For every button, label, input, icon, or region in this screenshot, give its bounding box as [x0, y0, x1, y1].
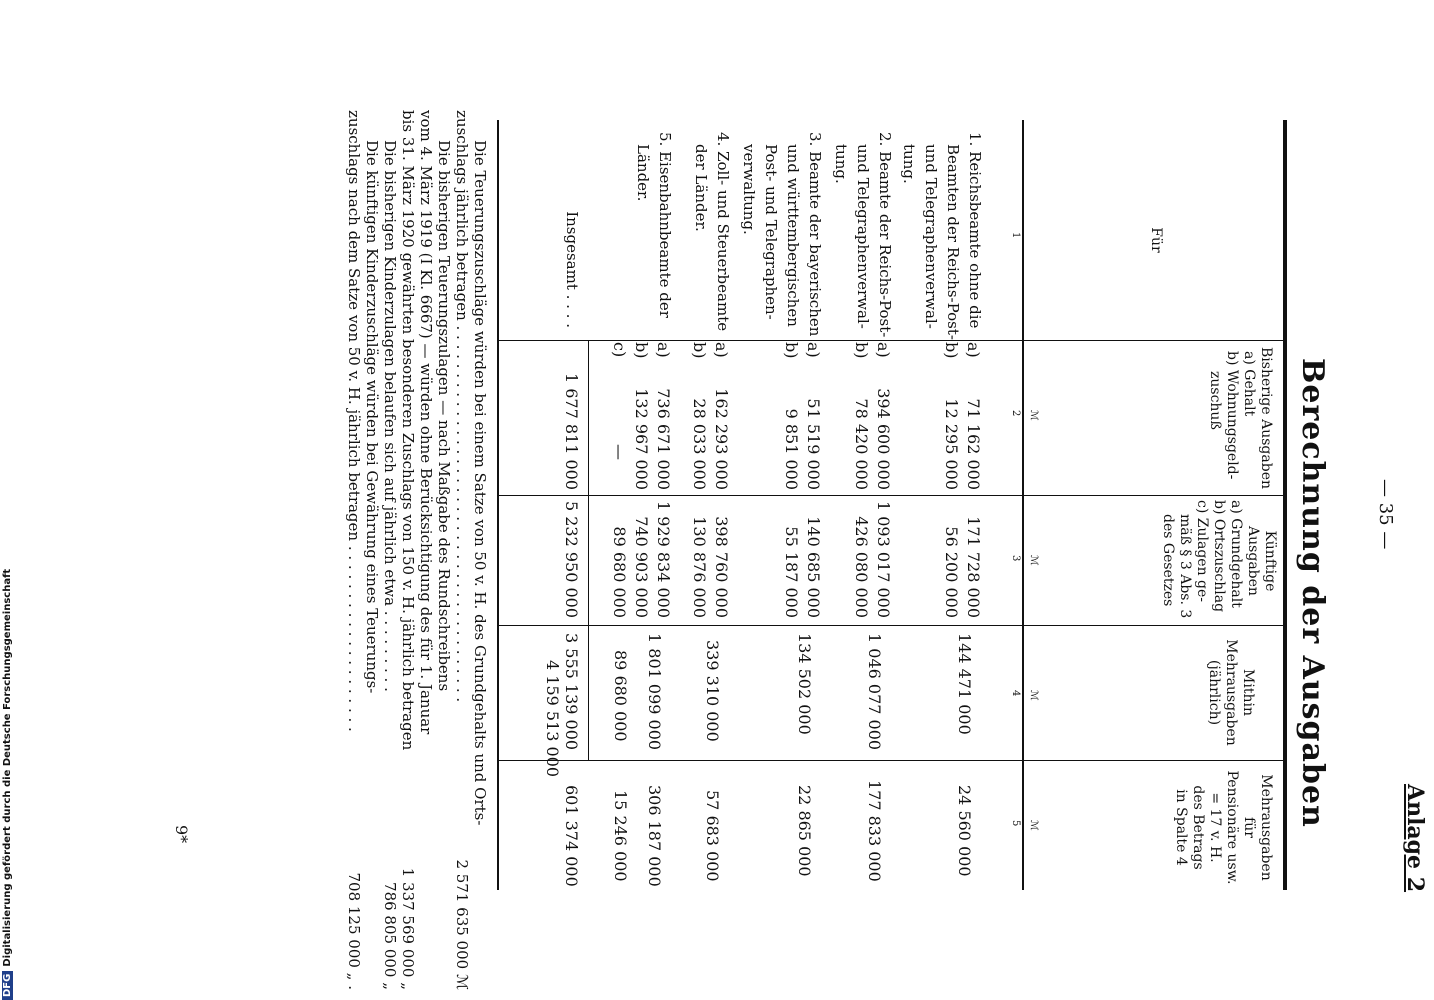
col-divider-3	[499, 625, 1284, 626]
note-text: vom 4. März 1919 (I Kl. 6667) — würden ohne Berücksichtigung des für 1. Januar	[417, 110, 435, 735]
note-text: Die bisherigen Teuerungszulagen — nach Maßgabe des Rundschreibens	[435, 140, 453, 692]
row3-label	[738, 132, 826, 336]
row-label-line: verwaltung.	[740, 144, 758, 235]
header-col3-line: mäß § 3 Abs. 3	[1177, 514, 1193, 619]
page-number: — 35 —	[1375, 479, 1396, 550]
header-col3-line: b) Ortszuschlag	[1211, 500, 1227, 613]
row1-letters	[940, 342, 984, 358]
row-letter: c)	[610, 342, 629, 358]
cell-value: 398 760 000	[712, 516, 731, 618]
row4-label	[690, 132, 734, 331]
row-label-line: 2. Beamte der Reichs-Post-	[876, 132, 894, 338]
note-line	[453, 110, 471, 990]
total-rule	[588, 340, 589, 760]
row4-letters	[688, 342, 732, 358]
colnum-3: 3	[1010, 555, 1021, 562]
row-label-line: Länder.	[634, 144, 652, 202]
cell-value: 162 293 000	[712, 388, 731, 490]
cell-value: —	[610, 444, 629, 460]
cell-value: 426 080 000	[852, 516, 871, 618]
cell-value: 71 162 000	[964, 398, 983, 490]
row2-letters	[850, 342, 894, 358]
row-label-line: und Telegraphenverwal-	[922, 144, 940, 329]
row-label-line: 1. Reichsbeamte ohne die	[966, 132, 984, 329]
cell-value: 1 093 017 000	[874, 500, 893, 618]
row5-mehr: 1 801 099 000	[645, 633, 664, 751]
row-letter: b)	[852, 342, 871, 359]
colnum-4: 4	[1010, 690, 1021, 697]
row-letter: b)	[782, 342, 801, 359]
row4-mehr: 339 310 000	[703, 640, 722, 742]
row1-pension: 24 560 000	[955, 785, 974, 877]
header-col4-line: (jährlich)	[1206, 659, 1222, 726]
total-kuenftig: 5 232 950 000	[562, 500, 581, 618]
cell-value: 130 876 000	[690, 516, 709, 618]
note-line	[399, 110, 417, 990]
note-line	[381, 110, 399, 990]
side-credit	[2, 569, 13, 1000]
unit-col2: ℳ	[1028, 410, 1039, 421]
row-letter: a)	[874, 342, 893, 358]
header-bottom-rule	[1022, 120, 1024, 890]
colnum-1: 1	[1010, 232, 1021, 239]
cell-value: 736 671 000	[654, 388, 673, 490]
row-letter: b)	[942, 342, 961, 359]
row5-pension-c: 15 246 000	[611, 790, 630, 882]
cell-value: 78 420 000	[852, 398, 871, 490]
header-col3	[1159, 500, 1278, 622]
row5-label	[632, 132, 676, 318]
credit-text: Digitalisierung gefördert durch die Deutsche Forschungsgemeinschaft	[2, 568, 13, 967]
row-letter: b)	[632, 342, 651, 359]
row-label-line: 4. Zoll- und Steuerbeamte	[714, 132, 732, 332]
row2-pension: 177 833 000	[865, 780, 884, 882]
header-col1: Für	[1148, 227, 1164, 253]
dfg-logo: DFG	[2, 971, 13, 1000]
row-label-line: und Telegraphenverwal-	[854, 144, 872, 329]
row5-pension: 306 187 000	[645, 785, 664, 887]
row-label-line: tung.	[900, 144, 918, 184]
note-line	[471, 110, 489, 990]
row5-bisher	[608, 365, 674, 490]
row-letter: a)	[964, 342, 983, 358]
row-letter: a)	[804, 342, 823, 358]
row1-bisher	[940, 365, 984, 490]
row4-bisher	[688, 365, 732, 490]
row3-letters	[780, 342, 824, 358]
header-col5-line: des Betrags	[1190, 785, 1206, 870]
cell-value: 171 728 000	[964, 516, 983, 618]
row5-mehr-c: 89 680 000	[611, 650, 630, 742]
header-col5-line: Mehrausgaben	[1258, 774, 1274, 881]
note-line	[435, 110, 453, 990]
page-title: Berechnung der Ausgaben	[1295, 358, 1330, 828]
cell-value: 28 033 000	[690, 398, 709, 490]
unit-col5: ℳ	[1028, 820, 1039, 831]
header-col4-line: Mehrausgaben	[1223, 639, 1239, 746]
row2-bisher	[850, 365, 894, 490]
row2-mehr: 1 046 077 000	[865, 633, 884, 751]
header-col4	[1205, 630, 1256, 755]
total-bisher: 1 677 811 000	[562, 372, 581, 490]
header-col3-line: Künftige	[1262, 530, 1278, 592]
note-text: bis 31. März 1920 gewährten besonderen Zuschlags von 150 v. H. jährlich betragen	[399, 110, 417, 751]
row1-kuenftig	[940, 500, 984, 618]
grand-total: 4 159 513 000	[543, 660, 562, 778]
header-col5	[1172, 765, 1274, 890]
row3-pension: 22 865 000	[795, 785, 814, 877]
cell-value: 140 685 000	[804, 516, 823, 618]
total-label: Insgesamt . . . .	[563, 211, 581, 328]
cell-value: 51 519 000	[804, 398, 823, 490]
colnum-2: 2	[1010, 410, 1021, 417]
row1-mehr: 144 471 000	[955, 633, 974, 735]
row-label-line: Beamten der Reichs-Post-	[944, 144, 962, 340]
note-text: Die Teuerungszuschläge würden bei einem Satze von 50 v. H. des Grundgehalts und Orts-	[471, 140, 489, 826]
row3-bisher	[780, 365, 824, 490]
row2-label	[830, 132, 896, 337]
header-col5-line: in Spalte 4	[1173, 789, 1189, 866]
header-col5-line: Pensionäre usw.	[1224, 770, 1240, 885]
header-col2	[1206, 347, 1274, 492]
cell-value: 1 929 834 000	[654, 500, 673, 618]
row-label-line: tung.	[832, 144, 850, 184]
note-amount: 1 337 569 000 „	[399, 867, 417, 990]
note-amount: 786 805 000 „	[381, 882, 399, 990]
cell-value: 9 851 000	[782, 408, 801, 490]
header-col3-line: Ausgaben	[1245, 526, 1261, 596]
signature-mark: 9*	[172, 825, 191, 844]
anlage-label: Anlage 2	[1402, 784, 1428, 893]
row4-kuenftig	[688, 500, 732, 618]
colnum-5: 5	[1010, 820, 1021, 827]
note-text: Die künftigen Kinderzuschläge würden bei Gewährung eines Teuerungs-	[363, 140, 381, 694]
row3-kuenftig	[780, 500, 824, 618]
note-amount: 708 125 000 „ .	[345, 872, 363, 990]
row1-label	[898, 132, 986, 340]
row-label-line: der Länder.	[692, 144, 710, 232]
row2-kuenftig	[850, 500, 894, 618]
header-col2-line: a) Gehalt	[1241, 351, 1257, 417]
note-text: zuschlags jährlich betragen . . . . . . . . . . . . . . . . . . . . . . . . . . . . . . . . . . . . . . . .	[453, 110, 471, 703]
note-line	[345, 110, 363, 990]
header-col5-line: für	[1241, 817, 1257, 838]
col-divider-2	[499, 495, 1284, 496]
header-col2-line: b) Wohnungsgeld-	[1224, 351, 1240, 480]
cell-value: 132 967 000	[632, 388, 651, 490]
cell-value: 740 903 000	[632, 516, 651, 618]
row-letter: b)	[690, 342, 709, 359]
table-bottom-rule	[497, 120, 499, 890]
total-pension: 601 374 000	[562, 785, 581, 887]
header-col5-line: = 17 v. H.	[1207, 792, 1223, 863]
cell-value: 12 295 000	[942, 398, 961, 490]
header-col2-line: Bisherige Ausgaben	[1258, 347, 1274, 490]
row-letter: a)	[712, 342, 731, 358]
row-label-line: Post- und Telegraphen-	[762, 144, 780, 320]
header-col3-line: a) Grundgehalt	[1228, 500, 1244, 608]
row-label-line: 5. Eisenbahnbeamte der	[656, 132, 674, 318]
note-amount: 2 571 635 000 ℳ	[453, 859, 471, 990]
total-mehr: 3 555 139 000	[562, 633, 581, 751]
header-col3-line: des Gesetzes	[1160, 514, 1176, 607]
row4-pension: 57 683 000	[703, 790, 722, 882]
row5-letters	[608, 342, 674, 358]
row-letter: a)	[654, 342, 673, 358]
table-top-rule	[1283, 120, 1287, 890]
header-col3-line: c) Zulagen ge-	[1194, 500, 1210, 603]
cell-value: 89 680 000	[610, 526, 629, 618]
note-line	[363, 110, 381, 990]
row-label-line: und württembergischen	[784, 144, 802, 327]
unit-col3: ℳ	[1028, 555, 1039, 566]
note-text: Die bisherigen Kinderzulagen belaufen sich auf jährlich etwa . . . . . . . . .	[381, 140, 399, 692]
notes-block	[345, 110, 489, 990]
cell-value: 56 200 000	[942, 526, 961, 618]
row-label-line: 3. Beamte der bayerischen	[806, 132, 824, 337]
header-col2-line: zuschuß	[1207, 371, 1223, 430]
header-col4-line: Mithin	[1240, 669, 1256, 716]
cell-value: 55 187 000	[782, 526, 801, 618]
cell-value: 394 600 000	[874, 388, 893, 490]
row5-kuenftig	[608, 500, 674, 618]
col-divider-4	[499, 760, 1284, 761]
note-line	[417, 110, 435, 990]
note-text: zuschlags nach dem Satze von 50 v. H. jährlich betragen . . . . . . . . . . . . . . . . . . . .	[345, 110, 363, 732]
col-divider-1	[499, 340, 1284, 341]
unit-col4: ℳ	[1028, 690, 1039, 701]
row3-mehr: 134 502 000	[795, 633, 814, 735]
